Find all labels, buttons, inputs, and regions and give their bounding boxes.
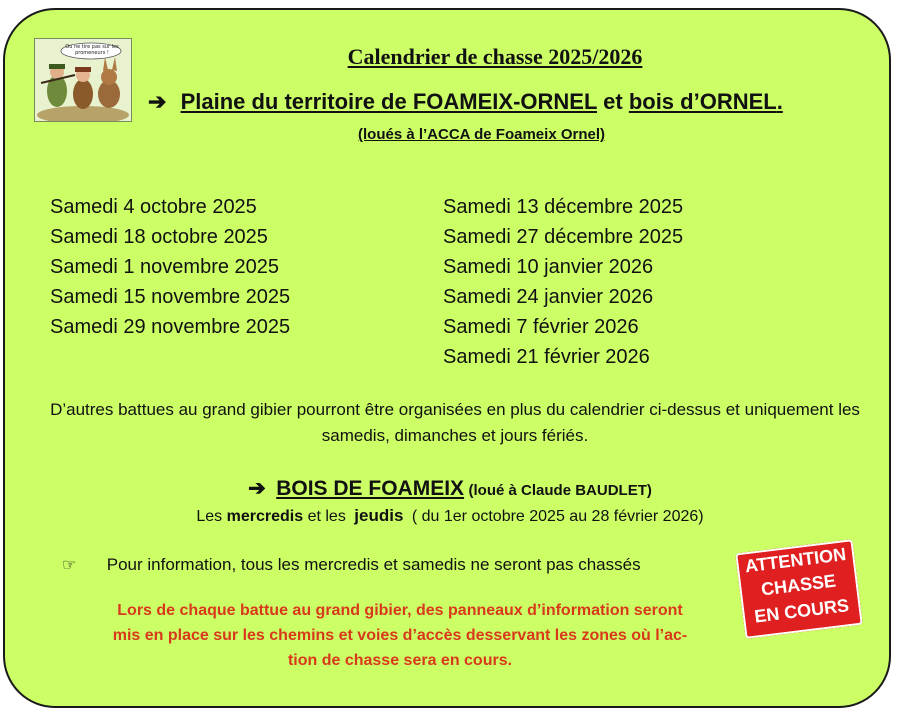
date-item: Samedi 24 janvier 2026 bbox=[443, 286, 654, 308]
days-et-les: et les bbox=[307, 508, 346, 525]
sign-line: ATTENTION bbox=[743, 544, 848, 577]
warning-line: Lors de chaque battue au grand gibier, des panneaux d’information seront bbox=[117, 602, 683, 619]
territory-heading bbox=[148, 89, 783, 115]
dates-right-column bbox=[443, 192, 683, 372]
date-item: Samedi 21 février 2026 bbox=[443, 346, 650, 368]
sign-line: EN COURS bbox=[753, 595, 851, 627]
date-item: Samedi 27 décembre 2025 bbox=[443, 226, 684, 248]
date-item: Samedi 18 octobre 2025 bbox=[50, 226, 268, 248]
territory-connector: et bbox=[603, 89, 623, 114]
sign-line: CHASSE bbox=[760, 570, 837, 600]
date-item: Samedi 29 novembre 2025 bbox=[50, 316, 291, 338]
territory-a: Plaine du territoire de FOAMEIX-ORNEL bbox=[180, 89, 597, 114]
attention-chasse-sign bbox=[735, 539, 863, 639]
date-item: Samedi 10 janvier 2026 bbox=[443, 256, 654, 278]
warning-line: tion de chasse sera en cours. bbox=[287, 652, 513, 669]
warning-line: mis en place sur les chemins et voies d’accès desservant les zones où l’ac- bbox=[112, 627, 688, 644]
bois-rented-by: (loué à Claude BAUDLET) bbox=[468, 482, 652, 499]
date-item: Samedi 7 février 2026 bbox=[443, 316, 639, 338]
bois-heading bbox=[0, 476, 900, 501]
days-mercredis: mercredis bbox=[226, 508, 304, 525]
arrow-right-icon: ➔ bbox=[148, 89, 167, 114]
days-prefix: Les bbox=[196, 508, 223, 525]
dates-left-column bbox=[50, 192, 290, 342]
bois-name: BOIS DE FOAMEIX bbox=[276, 477, 465, 500]
arrow-right-icon: ➔ bbox=[248, 477, 266, 500]
territory-rented-by: (loués à l’ACCA de Foameix Ornel) bbox=[358, 126, 605, 143]
info-text: Pour information, tous les mercredis et samedis ne seront pas chassés bbox=[106, 555, 641, 574]
territory-dot: . bbox=[776, 89, 783, 114]
date-item: Samedi 4 octobre 2025 bbox=[50, 196, 257, 218]
info-line bbox=[62, 555, 641, 575]
date-item: Samedi 13 décembre 2025 bbox=[443, 196, 684, 218]
territory-b: bois d’ORNEL bbox=[628, 89, 777, 114]
page-title: Calendrier de chasse 2025/2026 bbox=[347, 44, 643, 69]
date-item: Samedi 1 novembre 2025 bbox=[50, 256, 280, 278]
extra-battues-note: D’autres battues au grand gibier pourront être organisées en plus du calendrier ci-dessus et uniquement les samedis, dimanches et jours fériés. bbox=[50, 400, 860, 445]
warning-text bbox=[40, 598, 760, 673]
bois-days bbox=[0, 506, 900, 526]
logo-speech: Ou ne tire pas sur les promeneurs ! bbox=[65, 44, 119, 56]
pointing-hand-icon: ☞ bbox=[62, 557, 77, 574]
days-period: ( du 1er octobre 2025 au 28 février 2026) bbox=[411, 508, 704, 525]
days-jeudis: jeudis bbox=[354, 506, 404, 525]
date-item: Samedi 15 novembre 2025 bbox=[50, 286, 291, 308]
